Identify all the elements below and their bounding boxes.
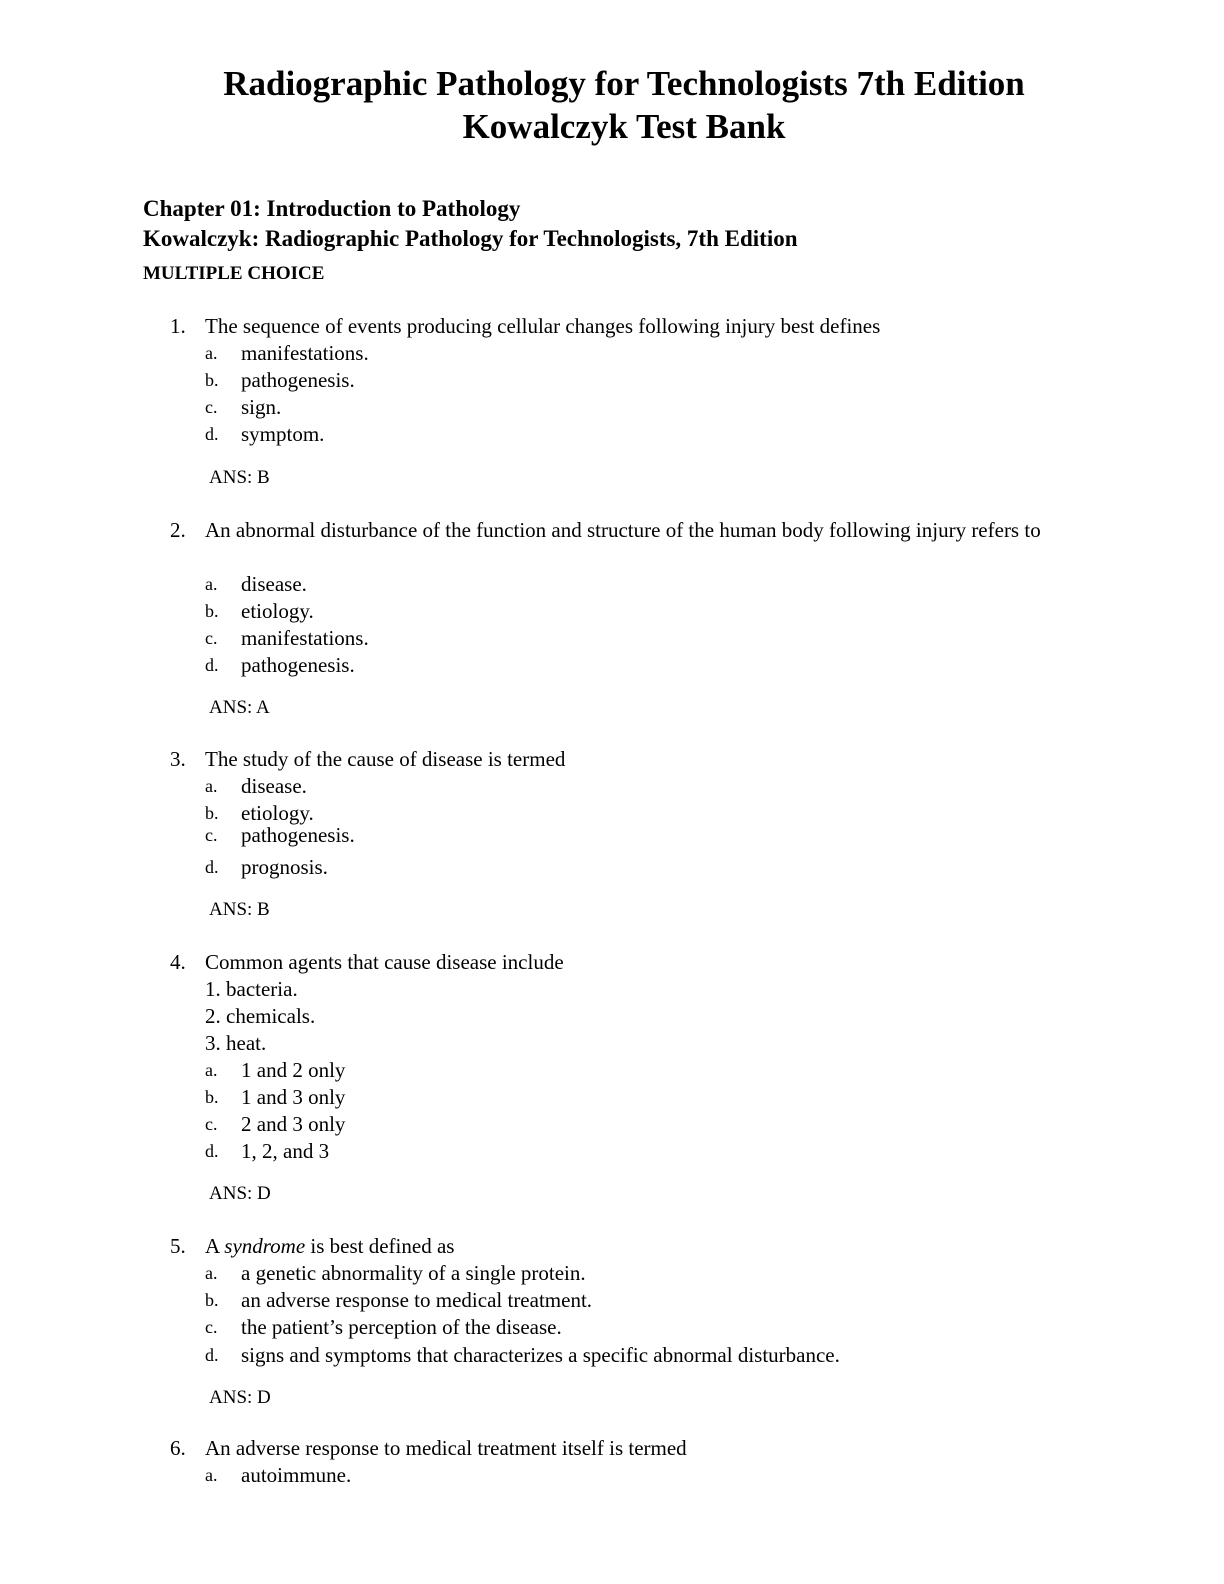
answer xyxy=(209,1182,271,1206)
option-text: sign. xyxy=(241,395,282,419)
document-title xyxy=(0,62,1224,148)
answer-label: ANS: xyxy=(209,697,253,718)
option-text: symptom. xyxy=(241,422,325,446)
option-letter: d. xyxy=(205,424,219,444)
document-title-line-1: Radiographic Pathology for Technologists 7th Edition xyxy=(223,64,1025,103)
answer-value: B xyxy=(257,467,270,488)
answer-label: ANS: xyxy=(209,1183,253,1204)
option-letter: d. xyxy=(205,1345,219,1365)
chapter-heading xyxy=(143,194,798,254)
option-text: 2 and 3 only xyxy=(241,1112,346,1136)
answer xyxy=(209,466,270,490)
option-letter: a. xyxy=(205,343,218,363)
answer-label: ANS: xyxy=(209,467,253,488)
option-letter: a. xyxy=(205,1060,218,1080)
statement-item: 2. chemicals. xyxy=(205,1004,316,1028)
answer xyxy=(209,898,270,922)
document-title-line-2: Kowalczyk Test Bank xyxy=(462,107,786,146)
option-letter: b. xyxy=(205,1290,219,1310)
option-letter: d. xyxy=(205,857,219,877)
answer xyxy=(209,696,270,720)
question-stem: Common agents that cause disease include xyxy=(205,950,564,974)
question-stem xyxy=(205,1233,1085,1260)
option-letter: c. xyxy=(205,825,218,845)
question-number: 3. xyxy=(170,747,186,771)
option-letter: c. xyxy=(205,1114,218,1134)
option-text: etiology. xyxy=(241,599,314,623)
option-text: disease. xyxy=(241,572,307,596)
answer-value: A xyxy=(256,697,270,718)
option-text: autoimmune. xyxy=(241,1463,352,1487)
option-text: a genetic abnormality of a single protein. xyxy=(241,1261,586,1285)
answer xyxy=(209,1386,271,1410)
option-letter: c. xyxy=(205,1317,218,1337)
option-letter: c. xyxy=(205,628,218,648)
answer-value: B xyxy=(257,899,270,920)
answer-label: ANS: xyxy=(209,1387,253,1408)
option-text: manifestations. xyxy=(241,626,369,650)
option-text: disease. xyxy=(241,774,307,798)
statement-item: 1. bacteria. xyxy=(205,977,298,1001)
answer-value: D xyxy=(257,1387,271,1408)
statement-item: 3. heat. xyxy=(205,1031,267,1055)
option-letter: d. xyxy=(205,655,219,675)
answer-label: ANS: xyxy=(209,899,253,920)
option-text: pathogenesis. xyxy=(241,823,355,847)
option-letter: a. xyxy=(205,1465,218,1485)
option-letter: a. xyxy=(205,574,218,594)
option-letter: b. xyxy=(205,370,219,390)
question-number: 4. xyxy=(170,950,186,974)
option-text: the patient’s perception of the disease. xyxy=(241,1315,562,1339)
question-stem-end: is best defined as xyxy=(305,1234,455,1258)
option-text: prognosis. xyxy=(241,855,328,879)
option-letter: b. xyxy=(205,803,219,823)
option-text: 1, 2, and 3 xyxy=(241,1139,330,1163)
option-text: manifestations. xyxy=(241,341,369,365)
option-text: pathogenesis. xyxy=(241,653,355,677)
option-text: pathogenesis. xyxy=(241,368,355,392)
option-text: an adverse response to medical treatment. xyxy=(241,1288,593,1312)
question-stem: An adverse response to medical treatment itself is termed xyxy=(205,1436,687,1460)
question-stem-start: A xyxy=(205,1234,225,1258)
option-text: etiology. xyxy=(241,801,314,825)
option-letter: a. xyxy=(205,776,218,796)
chapter-title: Chapter 01: Introduction to Pathology xyxy=(143,196,521,221)
option-text: 1 and 3 only xyxy=(241,1085,346,1109)
section-label: MULTIPLE CHOICE xyxy=(143,263,325,284)
question-stem: The sequence of events producing cellular changes following injury best defines xyxy=(205,314,881,338)
question-number: 2. xyxy=(170,518,186,542)
option-letter: b. xyxy=(205,601,219,621)
option-text: signs and symptoms that characterizes a specific abnormal disturbance. xyxy=(241,1343,840,1367)
option-letter: b. xyxy=(205,1087,219,1107)
question-number: 5. xyxy=(170,1234,186,1258)
option-letter: d. xyxy=(205,1141,219,1161)
question-number: 1. xyxy=(170,314,186,338)
answer-value: D xyxy=(257,1183,271,1204)
book-reference: Kowalczyk: Radiographic Pathology for Technologists, 7th Edition xyxy=(143,226,798,251)
emphasized-term: syndrome xyxy=(224,1234,306,1258)
question-stem: The study of the cause of disease is termed xyxy=(205,747,566,771)
option-text: 1 and 2 only xyxy=(241,1058,346,1082)
option-letter: c. xyxy=(205,397,218,417)
question-stem: An abnormal disturbance of the function and structure of the human body following injury refers to xyxy=(205,518,1041,542)
question-number: 6. xyxy=(170,1436,186,1460)
option-letter: a. xyxy=(205,1263,218,1283)
